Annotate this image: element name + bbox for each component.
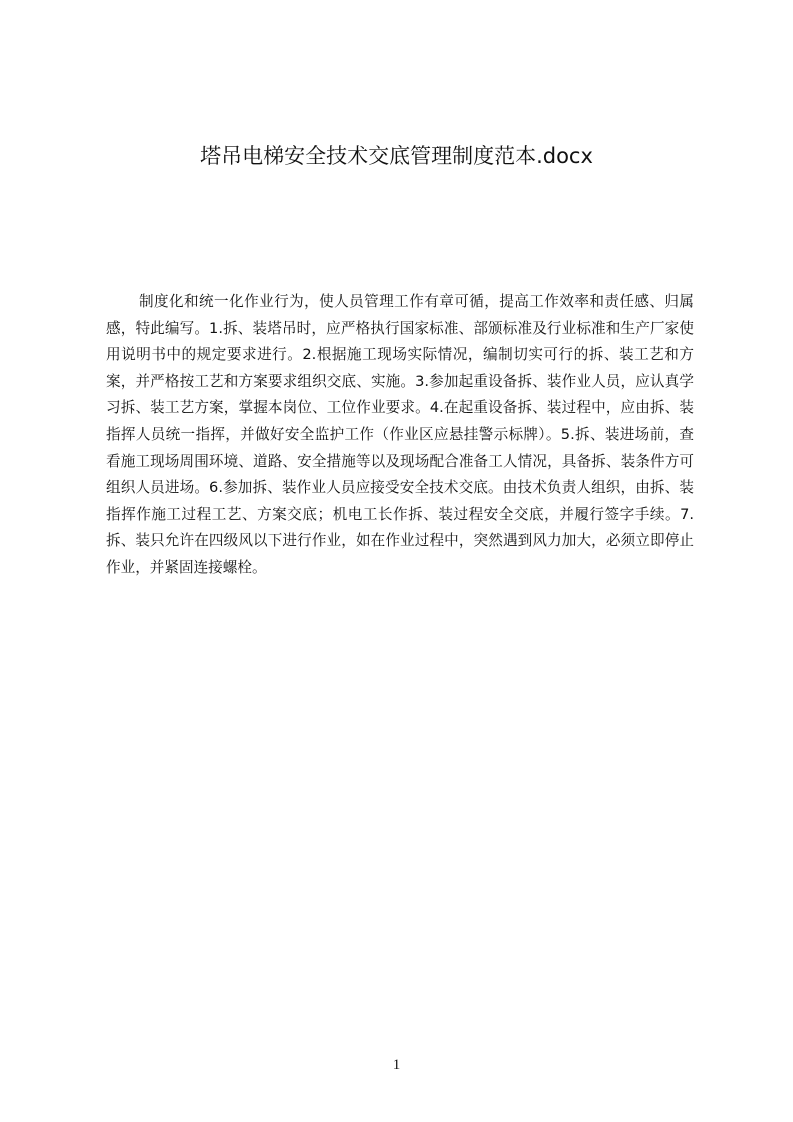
body-paragraph: 制度化和统一化作业行为，使人员管理工作有章可循，提高工作效率和责任感、归属感，特此编写。1.拆、装塔吊时，应严格执行国家标准、部颁标准及行业标准和生产厂家使用说明书中的规定要求进行。2.根据施工现场实际情况，编制切实可行的拆、装工艺和方案，并严格按工艺和方案要求组织交底、实施。3.参加起重设备拆、装作业人员，应认真学习拆、装工艺方案，掌握本岗位、工位作业要求。4.在起重设备拆、装过程中，应由拆、装指挥人员统一指挥，并做好安全监护工作（作业区应悬挂警示标牌）。5.拆、装进场前，查看施工现场周围环境、道路、安全措施等以及现场配合准备工人情况，具备拆、装条件方可组织人员进场。6.参加拆、装作业人员应接受安全技术交底。由技术负责人组织，由拆、装指挥作施工过程工艺、方案交底；机电工长作拆、装过程安全交底，并履行签字手续。7.拆、装只允许在四级风以下进行作业，如在作业过程中，突然遇到风力加大，必须立即停止作业，并紧固连接螺栓。: [106, 293, 694, 576]
page-number: 1: [392, 1057, 401, 1073]
document-title: 塔吊电梯安全技术交底管理制度范本.docx: [200, 144, 593, 168]
